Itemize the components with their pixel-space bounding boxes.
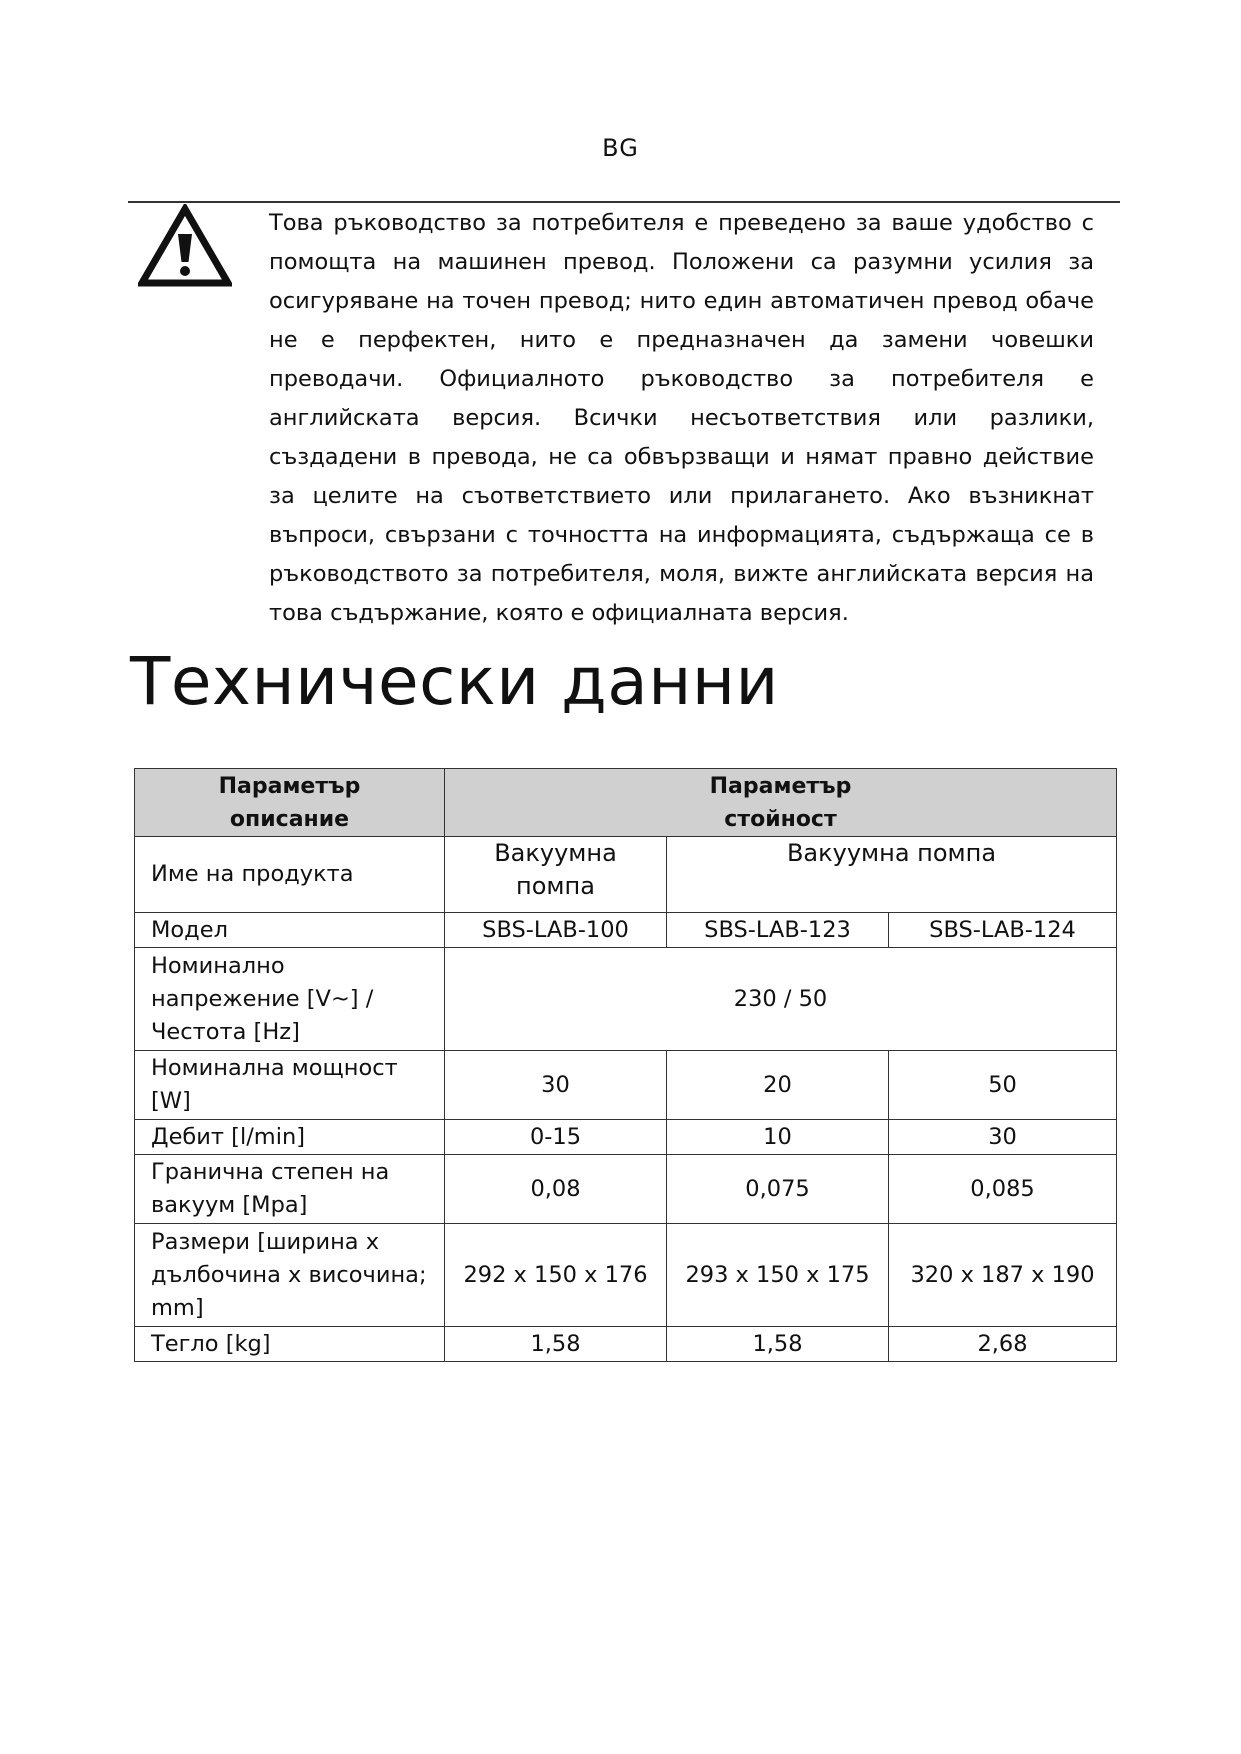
- table-cell: SBS-LAB-123: [667, 913, 889, 948]
- table-cell: 30: [445, 1051, 667, 1120]
- header-text: описание: [229, 806, 350, 832]
- table-cell: 50: [889, 1051, 1117, 1120]
- technical-data-table: [134, 768, 1117, 1362]
- warning-triangle-icon: [138, 204, 232, 288]
- table-row: [135, 1120, 1117, 1155]
- label-text: дълбочина x височина;: [151, 1261, 427, 1288]
- row-label: [135, 1224, 445, 1327]
- machine-translation-notice: [269, 204, 1094, 633]
- table-cell: 1,58: [445, 1327, 667, 1362]
- label-text: Номинално: [151, 952, 285, 979]
- table-cell: Вакуумна помпа: [667, 837, 1117, 913]
- header-text: стойност: [724, 806, 837, 832]
- label-text: [W]: [151, 1088, 191, 1114]
- row-label: Тегло [kg]: [135, 1327, 445, 1362]
- label-text: вакуум [Mpa]: [151, 1192, 308, 1218]
- row-label: Модел: [135, 913, 445, 948]
- notice-line: създадени в превода, не са обвързващи и нямат правно действие: [269, 444, 1094, 470]
- notice-line: това съдържание, която е официалната версия.: [269, 600, 849, 626]
- table-header-row: [135, 769, 1117, 837]
- notice-line: ръководството за потребителя, моля, вижте английската версия на: [269, 561, 1094, 587]
- table-cell: 293 x 150 x 175: [667, 1224, 889, 1327]
- table-row: [135, 1051, 1117, 1120]
- table-row: [135, 913, 1117, 948]
- row-label: [135, 948, 445, 1051]
- header-parameter-value: [445, 769, 1117, 837]
- table-cell: SBS-LAB-100: [445, 913, 667, 948]
- table-cell: 320 x 187 x 190: [889, 1224, 1117, 1327]
- row-label: [135, 1051, 445, 1120]
- notice-line: преводачи. Официалното ръководство за потребителя е: [269, 366, 1094, 392]
- table-cell: 0-15: [445, 1120, 667, 1155]
- header-parameter-description: [135, 769, 445, 837]
- notice-line: помощта на машинен превод. Положени са разумни усилия за: [269, 249, 1094, 275]
- language-label: BG: [602, 134, 639, 162]
- notice-line: Това ръководство за потребителя е преведено за ваше удобство с: [269, 210, 1094, 236]
- header-text: Параметър: [218, 773, 361, 799]
- cell-text: Вакуумна: [494, 839, 617, 867]
- table-row: [135, 1224, 1117, 1327]
- notice-line: осигуряване на точен превод; нито един автоматичен превод обаче: [269, 288, 1094, 314]
- table-cell: 0,08: [445, 1155, 667, 1224]
- table-cell: 292 x 150 x 176: [445, 1224, 667, 1327]
- notice-line: английската версия. Всички несъответствия или разлики,: [269, 405, 1094, 431]
- label-text: Честота [Hz]: [151, 1018, 300, 1045]
- header-divider: [128, 201, 1120, 203]
- section-title: Технически данни: [130, 643, 779, 720]
- table-row: [135, 837, 1117, 913]
- row-label: [135, 1155, 445, 1224]
- label-text: Гранична степен на: [151, 1159, 390, 1185]
- row-label: Дебит [l/min]: [135, 1120, 445, 1155]
- table-row: [135, 1155, 1117, 1224]
- table-cell: SBS-LAB-124: [889, 913, 1117, 948]
- table-cell: 2,68: [889, 1327, 1117, 1362]
- table-cell: 230 / 50: [445, 948, 1117, 1051]
- table-cell: 30: [889, 1120, 1117, 1155]
- table-cell: [445, 837, 667, 913]
- row-label: Име на продукта: [135, 837, 445, 913]
- label-text: mm]: [151, 1294, 204, 1321]
- notice-line: въпроси, свързани с точността на информацията, съдържаща се в: [269, 522, 1094, 548]
- table-cell: 20: [667, 1051, 889, 1120]
- label-text: Размери [ширина x: [151, 1228, 380, 1255]
- table-row: [135, 1327, 1117, 1362]
- table-cell: 10: [667, 1120, 889, 1155]
- header-text: Параметър: [709, 773, 852, 799]
- table-cell: 0,075: [667, 1155, 889, 1224]
- table-row: [135, 948, 1117, 1051]
- label-text: Номинална мощност: [151, 1055, 398, 1081]
- table-cell: 0,085: [889, 1155, 1117, 1224]
- label-text: напрежение [V~] /: [151, 985, 374, 1012]
- cell-text: помпа: [516, 872, 595, 900]
- notice-line: не е перфектен, нито е предназначен да замени човешки: [269, 327, 1094, 353]
- notice-line: за целите на съответствието или прилагането. Ако възникнат: [269, 483, 1094, 509]
- table-cell: 1,58: [667, 1327, 889, 1362]
